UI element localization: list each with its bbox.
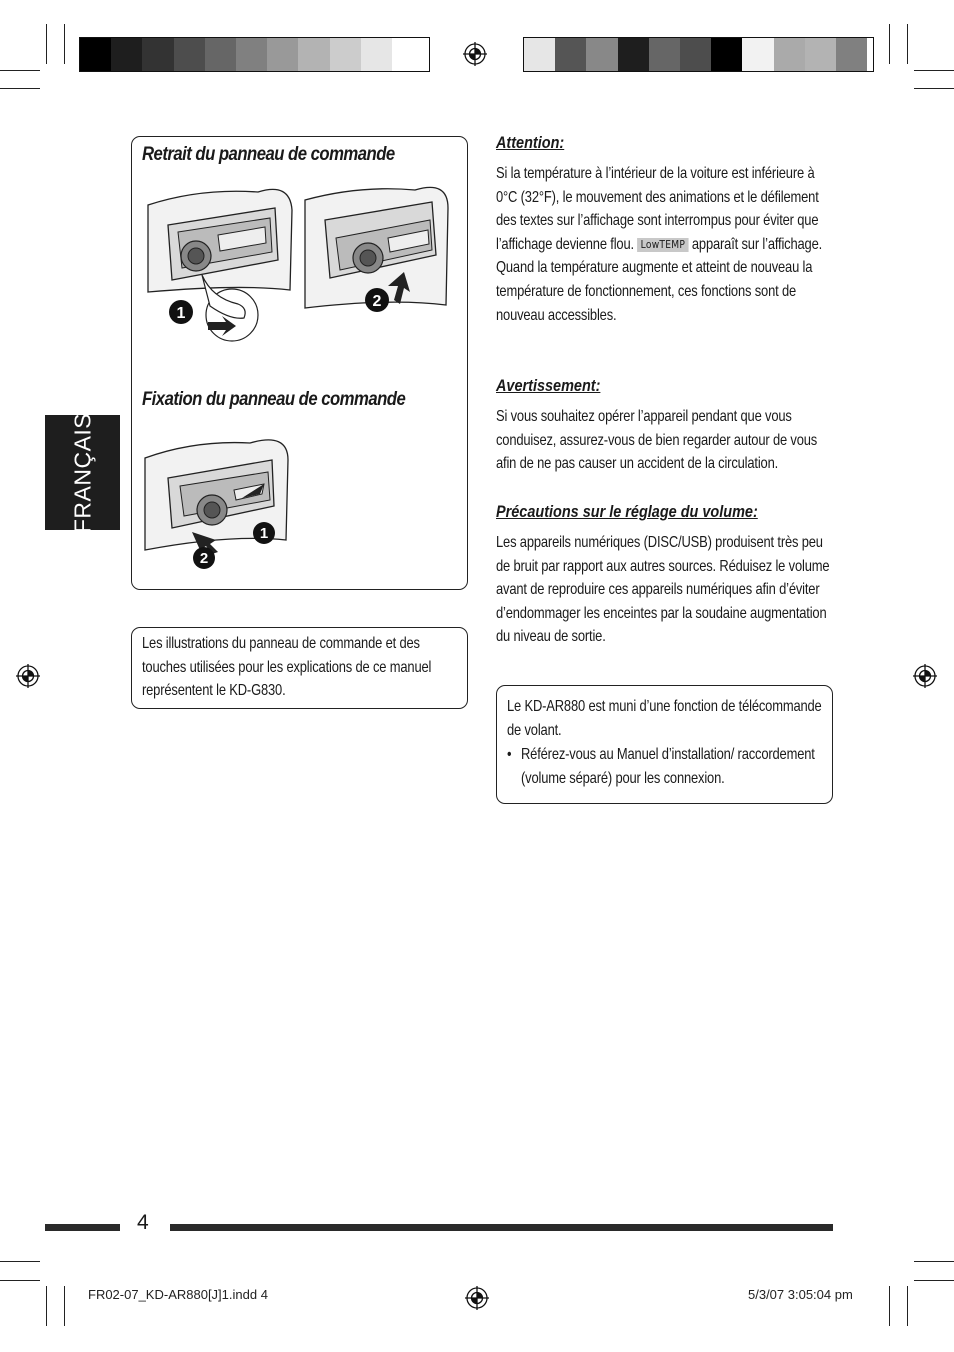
- color-swatch: [205, 38, 236, 71]
- attach-heading: Fixation du panneau de commande: [142, 389, 406, 410]
- color-swatch: [361, 38, 392, 71]
- faceplate-detach-illustration: [300, 180, 460, 345]
- page-number: 4: [137, 1211, 149, 1234]
- step-marker: 2: [199, 550, 209, 567]
- step-marker: 1: [259, 525, 269, 542]
- grayscale-bar-right: [523, 37, 874, 72]
- color-swatch: [236, 38, 267, 71]
- registration-mark-icon: [465, 1286, 489, 1310]
- volume-precautions-text: Les appareils numériques (DISC/USB) produisent très peu de bruit par rapport aux autres sources. Réduisez le volume avant de reproduire ces appareils numériques afin d’éviter d’endommager les enceintes par la soudaine augmentation du niveau de sortie.: [496, 534, 830, 646]
- footer-file: FR02-07_KD-AR880[J]1.indd 4: [88, 1287, 268, 1302]
- step-marker: 2: [372, 293, 382, 310]
- volume-precautions-title: Précautions sur le réglage du volume:: [496, 502, 758, 521]
- color-swatch: [267, 38, 298, 71]
- illustration-note-text: Les illustrations du panneau de commande et des touches utilisées pour les explications de ce manuel représentent le KD-G830.: [142, 635, 432, 700]
- warning-text: Si vous souhaitez opérer l’appareil pendant que vous conduisez, assurez-vous de bien regarder autour de vous afin de ne pas causer un accident de la circulation.: [496, 408, 818, 473]
- lowtemp-indicator: LowTEMP: [637, 238, 688, 252]
- color-swatch: [298, 38, 329, 71]
- warning-title: Avertissement:: [496, 376, 601, 395]
- color-swatch: [711, 38, 742, 71]
- grayscale-bar-left: [79, 37, 430, 72]
- color-swatch: [142, 38, 173, 71]
- color-swatch: [586, 38, 617, 71]
- faceplate-release-illustration: [140, 180, 300, 345]
- page-rule-right: [170, 1224, 833, 1231]
- registration-mark-icon: [463, 42, 487, 66]
- attention-title: Attention:: [496, 133, 565, 152]
- color-swatch: [80, 38, 111, 71]
- step-marker: 1: [176, 305, 186, 322]
- removal-heading: Retrait du panneau de commande: [142, 144, 395, 165]
- bullet-icon: •: [507, 746, 512, 763]
- color-swatch: [555, 38, 586, 71]
- color-swatch: [174, 38, 205, 71]
- faceplate-attach-illustration: [140, 428, 300, 573]
- attention-body: [496, 162, 835, 327]
- steering-remote-bullet: Référez-vous au Manuel d’installation/ raccordement (volume séparé) pour les connexion.: [521, 746, 815, 787]
- language-tab: [45, 412, 120, 533]
- color-swatch: [836, 38, 867, 71]
- attention-text-3: Quand la température augmente et atteint de nouveau la température de fonctionnement, ces fonctions sont de nouveau accessibles.: [496, 259, 813, 324]
- color-swatch: [524, 38, 555, 71]
- attention-text-2: apparaît sur l’affichage.: [691, 235, 823, 253]
- registration-mark-icon: [913, 664, 937, 688]
- registration-mark-icon: [16, 664, 40, 688]
- color-swatch: [392, 38, 423, 71]
- color-swatch: [774, 38, 805, 71]
- color-swatch: [649, 38, 680, 71]
- color-swatch: [805, 38, 836, 71]
- color-swatch: [742, 38, 773, 71]
- page-rule-left: [45, 1224, 120, 1231]
- color-swatch: [111, 38, 142, 71]
- steering-remote-text: Le KD-AR880 est muni d’une fonction de télécommande de volant.: [507, 698, 822, 739]
- color-swatch: [680, 38, 711, 71]
- color-swatch: [618, 38, 649, 71]
- color-swatch: [330, 38, 361, 71]
- attention-text-1: Si la température à l’intérieur de la voiture est inférieure à 0°C (32°F), le mouvement des animations et le défilement des textes sur l’affichage sont interrompus pour éviter que l’affichage devienne flou.: [496, 165, 819, 253]
- language-tab-label: FRANÇAIS: [69, 412, 95, 533]
- footer-date: 5/3/07 3:05:04 pm: [748, 1287, 853, 1302]
